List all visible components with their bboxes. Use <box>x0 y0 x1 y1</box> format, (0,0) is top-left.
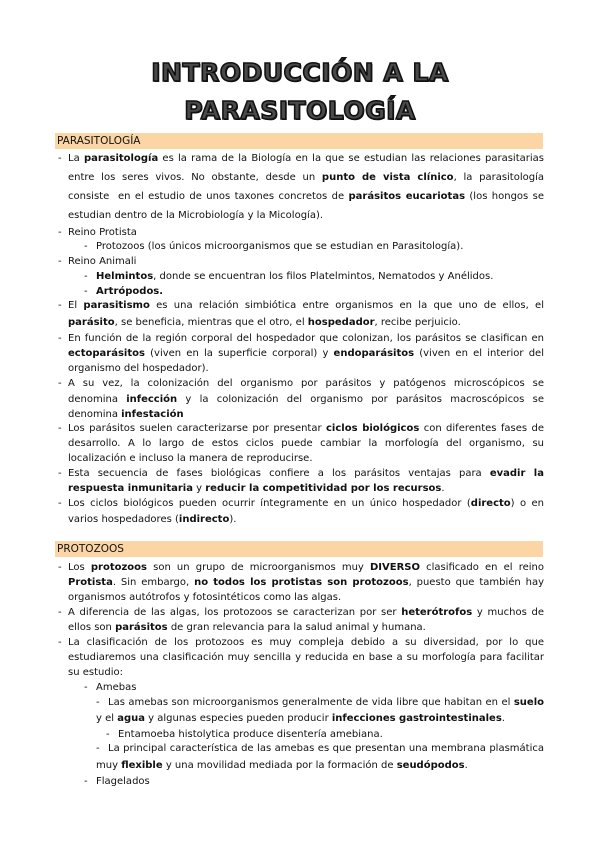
text-line: La clasificación de los protozoos es muy compleja debido a su diversidad, por lo que <box>68 637 544 648</box>
bullet-dash: - <box>96 697 100 708</box>
text-line: Amebas <box>96 682 137 693</box>
text-line: Flagelados <box>96 776 150 787</box>
text-line: Los parásitos suelen caracterizarse por presentar ciclos biológicos con diferentes fases de <box>68 423 545 434</box>
section-heading-parasitologia: PARASITOLOGÍA <box>55 133 543 149</box>
text-line: La parasitología es la rama de la Biología en la que se estudian las relaciones parasitarias <box>68 153 544 164</box>
text-line: parásito, se beneficia, mientras que el otro, el hospedador, recibe perjuicio. <box>68 317 461 328</box>
bullet-dash: - <box>58 498 62 509</box>
text-line: La principal característica de las amebas es que presentan una membrana plasmática <box>108 743 544 754</box>
text-line: y el agua y algunas especies pueden producir infecciones gastrointestinales. <box>96 713 505 724</box>
text-line: varios hospedadores (indirecto). <box>68 514 237 525</box>
bullet-dash: - <box>106 729 110 740</box>
bullet-dash: - <box>58 333 62 344</box>
text-line: estudian dentro de la Microbiología y la Micología). <box>68 210 324 221</box>
page-title-line-2: PARASITOLOGÍA <box>184 96 416 125</box>
bullet-dash: - <box>84 271 88 282</box>
text-line: denomina infección y la colonización del organismo por parásitos macroscópicos se <box>68 394 544 405</box>
bullet-dash: - <box>58 256 62 267</box>
bullet-dash: - <box>58 423 62 434</box>
text-line: Reino Animali <box>68 256 137 267</box>
text-line: consiste en el estudio de unos taxones concretos de parásitos eucariotas (los hongos se <box>68 191 544 202</box>
text-line: Protozoos (los únicos microorganismos que se estudian en Parasitología). <box>96 241 464 252</box>
bullet-dash: - <box>58 300 62 311</box>
text-line: Los protozoos son un grupo de microorganismos muy DIVERSO clasificado en el reino <box>68 562 544 573</box>
bullet-dash: - <box>58 562 62 573</box>
bullet-dash: - <box>58 607 62 618</box>
text-line: En función de la región corporal del hospedador que colonizan, los parásitos se clasifican en <box>68 333 544 344</box>
text-line: denomina infestación <box>68 409 184 420</box>
text-line: Reino Protista <box>68 227 137 238</box>
text-line: A su vez, la colonización del organismo por parásitos y patógenos microscópicos se <box>68 378 544 389</box>
text-line: desarrollo. A lo largo de estos ciclos puede cambiar la morfología del organismo, su <box>68 438 544 449</box>
page-title-line-1: INTRODUCCIÓN A LA <box>151 58 449 87</box>
text-line: Artrópodos. <box>96 286 164 297</box>
text-line: su estudio: <box>68 667 123 678</box>
text-line: muy flexible y una movilidad mediada por la formación de seudópodos. <box>96 760 468 771</box>
text-line: entre los seres vivos. No obstante, desde un punto de vista clínico, la parasitología <box>68 172 544 183</box>
text-line: organismos autótrofos y fotosintéticos como las algas. <box>68 592 342 603</box>
text-line: estudiaremos una clasificación muy sencilla y reducida en base a su morfología para facilitar <box>68 652 544 663</box>
text-line: respuesta inmunitaria y reducir la competitividad por los recursos. <box>68 483 445 494</box>
bullet-dash: - <box>84 776 88 787</box>
bullet-dash: - <box>84 286 88 297</box>
text-line: A diferencia de las algas, los protozoos se caracterizan por ser heterótrofos y muchos de <box>68 607 545 618</box>
bullet-dash: - <box>96 743 100 754</box>
text-line: localización e incluso la manera de reproducirse. <box>68 453 313 464</box>
text-line: Los ciclos biológicos pueden ocurrir íntegramente en un único hospedador (directo) o en <box>68 498 544 509</box>
bullet-dash: - <box>58 637 62 648</box>
text-line: ellos son parásitos de gran relevancia para la salud animal y humana. <box>68 622 426 633</box>
text-line: Las amebas son microorganismos generalmente de vida libre que habitan en el suelo <box>108 697 544 708</box>
bullet-dash: - <box>58 468 62 479</box>
text-line: Protista. Sin embargo, no todos los protistas son protozoos, puesto que también hay <box>68 577 544 588</box>
text-line: El parasitismo es una relación simbiótica entre organismos en la que uno de ellos, el <box>68 300 544 311</box>
text-line: Entamoeba histolytica produce disentería amebiana. <box>118 729 383 740</box>
section-heading-protozoos: PROTOZOOS <box>55 541 543 557</box>
bullet-dash: - <box>58 378 62 389</box>
text-line: Helmintos, donde se encuentran los filos Platelmintos, Nematodos y Anélidos. <box>96 271 494 282</box>
text-line: Esta secuencia de fases biológicas confiere a los parásitos ventajas para evadir la <box>68 468 544 479</box>
bullet-dash: - <box>58 227 62 238</box>
bullet-dash: - <box>84 682 88 693</box>
bullet-dash: - <box>84 241 88 252</box>
text-line: ectoparásitos (viven en la superficie corporal) y endoparásitos (viven en el interior del <box>68 348 544 359</box>
text-line: organismo del hospedador). <box>68 363 209 374</box>
bullet-dash: - <box>58 153 62 164</box>
